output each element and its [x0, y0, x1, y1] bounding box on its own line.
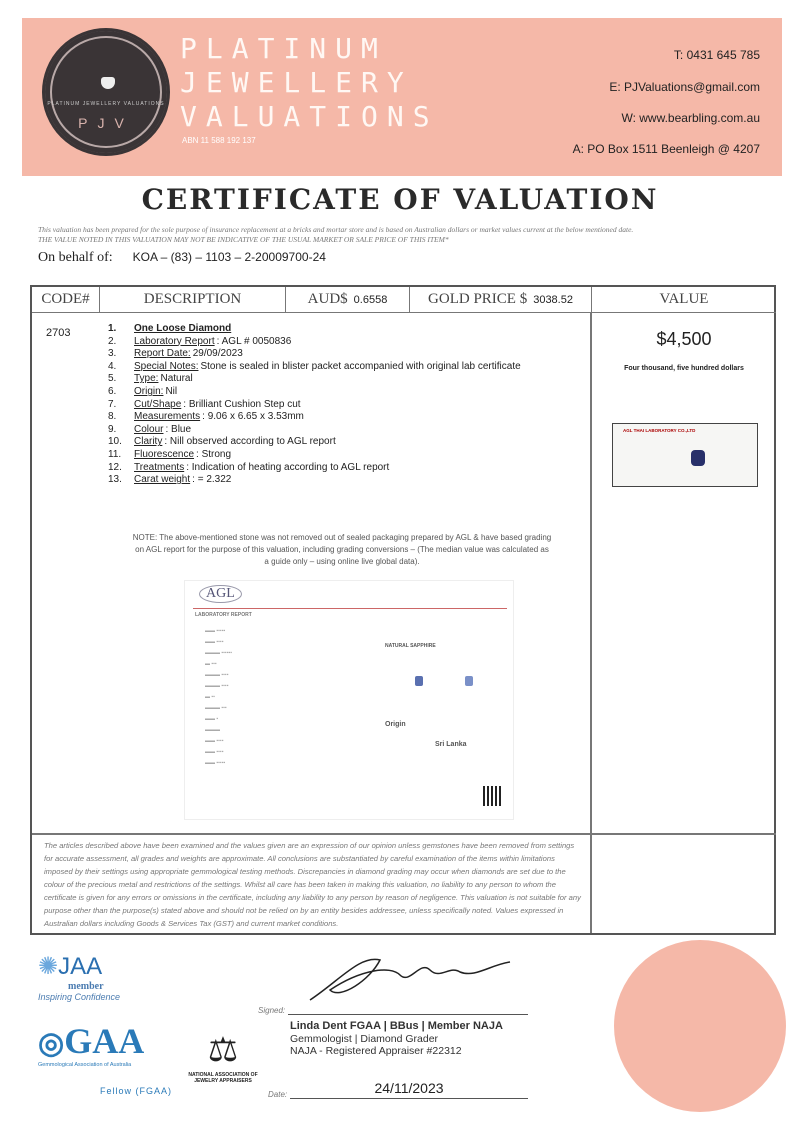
behalf-label: On behalf of: [38, 250, 113, 265]
item-detail: 5. Type: Natural [108, 373, 193, 385]
header-description: DESCRIPTION [100, 287, 286, 313]
address: A: PO Box 1511 Beenleigh @ 4207 [572, 142, 760, 156]
item-detail: 13. Carat weight : = 2.322 [108, 474, 232, 486]
disclaimer: This valuation has been prepared for the sole purpose of insurance replacement at a bricks and mortar store and is based on Australian dollars or market values current at the below mentioned date. [38, 225, 634, 234]
brand-line: VALUATIONS [180, 100, 439, 133]
stone-photo [465, 676, 473, 686]
valuation-amount-words: Four thousand, five hundred dollars [624, 365, 744, 372]
header-aud: AUD$ 0.6558 [286, 287, 410, 313]
seal [614, 940, 786, 1112]
valuation-table [30, 285, 776, 935]
valuation-amount: $4,500 [656, 329, 712, 349]
scales-icon: ⚖ [207, 1031, 239, 1069]
website: W: www.bearbling.com.au [621, 111, 760, 125]
header-gold-price: GOLD PRICE $ 3038.52 [410, 287, 592, 313]
signer-registration: NAJA - Registered Appraiser #22312 [290, 1045, 462, 1057]
signer-role: Gemmologist | Diamond Grader [290, 1032, 439, 1045]
signature [300, 950, 520, 1010]
divider [590, 833, 592, 933]
gaa-logo: ◎GAA Gemmological Association of Australia [38, 1021, 145, 1068]
letterhead [22, 18, 782, 176]
item-detail: 6. Origin: Nil [108, 385, 178, 397]
divider [193, 608, 507, 609]
blister-packet-photo [612, 423, 758, 487]
signature-line [288, 1014, 528, 1015]
item-detail: 8. Measurements : 9.06 x 6.65 x 3.53mm [108, 411, 304, 423]
divider [32, 833, 776, 835]
diamond-icon [101, 77, 115, 89]
signer-block [290, 1020, 503, 1058]
date-line [290, 1098, 528, 1099]
valuation-date: 24/11/2023 [374, 1080, 444, 1096]
blister-header: AGL THAI LABORATORY CO.,LTD [623, 428, 696, 433]
item-detail: 2. Laboratory Report : AGL # 0050836 [108, 335, 292, 347]
pjv-logo [42, 28, 170, 156]
stone-photo [415, 676, 423, 686]
date-label: Date: [268, 1090, 288, 1099]
gold-value: 3038.52 [533, 293, 573, 306]
jaa-logo: ✺JAA member Inspiring Confidence [38, 953, 121, 1002]
agl-logo: AGL [199, 585, 242, 603]
document-title: CERTIFICATE OF VALUATION [141, 183, 659, 216]
gaa-diamond-icon: ◎ [38, 1027, 65, 1060]
item-title: 1. One Loose Diamond [108, 323, 232, 334]
signed-label: Signed: [258, 1006, 286, 1015]
brand-line: JEWELLERY [180, 66, 413, 99]
email: E: PJValuations@gmail.com [609, 80, 760, 94]
naja-logo: ⚖ NATIONAL ASSOCIATION OF JEWELRY APPRAISERS [178, 1032, 268, 1084]
item-detail: 11. Fluorescence : Strong [108, 448, 232, 460]
header-value: VALUE [592, 287, 776, 313]
qr-code [483, 786, 503, 806]
agl-identification: NATURAL SAPPHIRE [385, 643, 436, 649]
note: NOTE: The above-mentioned stone was not removed out of sealed packaging prepared by AGL & have based grading on AGL report for the purpose of this valuation, including grading conversions – (The median value was calculated as a guide only – using online live global data). [132, 533, 552, 566]
header-code: CODE# [32, 287, 100, 313]
agl-report-image [184, 580, 514, 820]
item-detail: 7. Cut/Shape : Brilliant Cushion Step cut [108, 398, 301, 410]
terms-and-conditions: The articles described above have been examined and the values given are an expression of our opinion unless gemstones have been removed from settings for accurate assessment, all grades and weights are approximate. All conclusions are substantiated by careful examination of the items within limitations imposed by their settings using appropriate gemmological testing methods. Discrepancies in diamond grading may occur when diamonds are set due to the colour of the precious metal and restrictions of the settings. Whilst all care has been taken in making this valuation, no liability to any person to whom the certificate is given for any errors or omissions in the certificate, including any liability to any person by reason of negligence. This valuation is not suitable for any purpose other than the purpose(s) stated above and should not be relied on by an entity besides addressee, unless specifically noted. Values expressed in Australian dollars including Goods & Services Tax (GST) and current market conditions. [44, 841, 581, 928]
brand-line: PLATINUM [180, 32, 387, 65]
on-behalf-of [38, 250, 326, 266]
agl-heading: LABORATORY REPORT [195, 612, 252, 618]
divider [590, 313, 592, 833]
item-detail: 4. Special Notes: Stone is sealed in blister packet accompanied with original lab certificate [108, 360, 521, 372]
behalf-value: KOA – (83) – 1103 – 2-20009700-24 [132, 250, 326, 264]
abn: ABN 11 588 192 137 [182, 136, 256, 145]
disclaimer-caps: THE VALUE NOTED IN THIS VALUATION MAY NOT BE INDICATIVE OF THE USUAL MARKET OR SALE PRICE OF THIS ITEM* [38, 235, 449, 244]
sapphire-stone [691, 450, 705, 466]
jaa-emblem-icon: ✺ [38, 953, 59, 980]
aud-value: 0.6558 [353, 293, 388, 306]
item-detail: 12. Treatments : Indication of heating according to AGL report [108, 461, 390, 473]
item-details [108, 323, 521, 487]
gaa-fellow: Fellow (FGAA) [100, 1086, 173, 1096]
agl-origin-label: Origin [385, 721, 406, 728]
agl-origin: Sri Lanka [435, 741, 467, 748]
item-detail: 9. Colour : Blue [108, 423, 192, 435]
signer-name: Linda Dent FGAA | BBus | Member NAJA [290, 1020, 503, 1032]
item-detail: 10. Clarity : Nill observed according to AGL report [108, 436, 336, 448]
agl-fields: ▬▬ ▪▪▪▪▪ ▬▬ ▪▪▪▪ ▬▬▬ ▪▪▪▪▪▪ ▬ ▪▪▪ ▬▬▬ ▪▪▪▪ ▬▬▬ ▪▪▪▪ ▬ ▪▪ ▬▬▬ ▪▪▪ ▬▬ ▪ ▬▬▬ ▬▬ ▪▪▪▪ ▬▬ ▪▪▪▪ ▬▬ ▪▪▪▪▪ [205, 628, 233, 766]
logo-ring-text: PLATINUM JEWELLERY VALUATIONS [47, 101, 165, 107]
item-code: 2703 [46, 327, 71, 339]
logo-initials: PJV [78, 115, 134, 131]
phone: T: 0431 645 785 [673, 48, 760, 62]
item-detail: 3. Report Date: 29/09/2023 [108, 348, 243, 360]
